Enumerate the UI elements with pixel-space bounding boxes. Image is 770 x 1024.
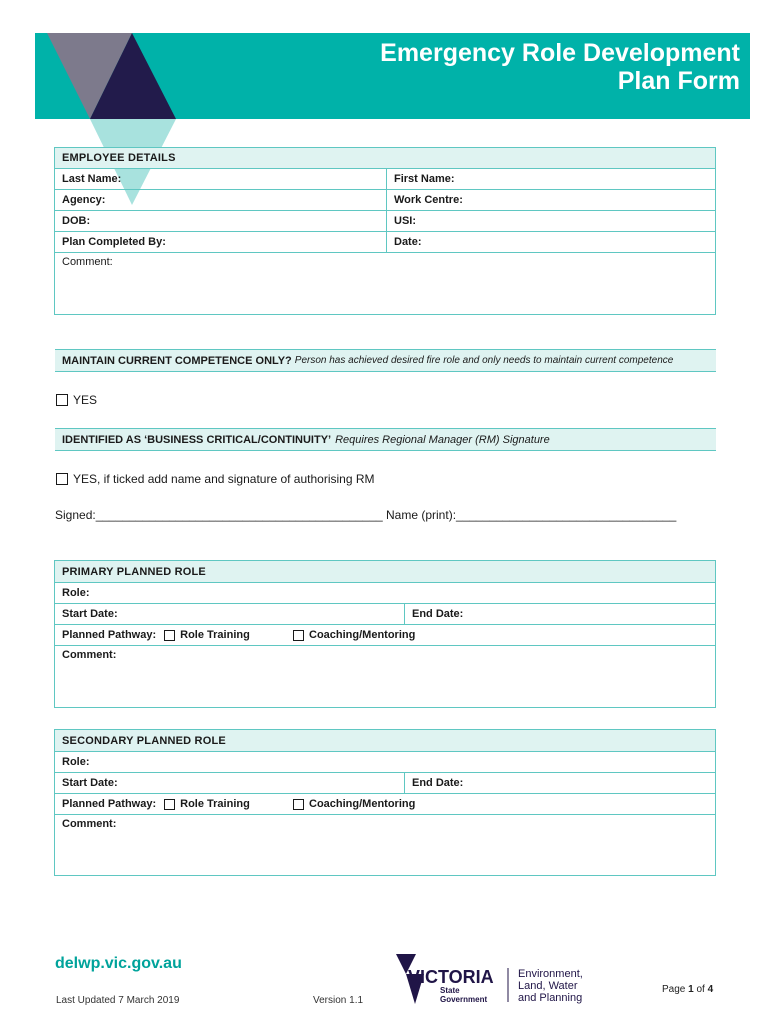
secondary-coaching-checkbox[interactable] — [293, 799, 304, 810]
secondary-start-date-label: Start Date: — [62, 777, 118, 789]
primary-role-field[interactable] — [55, 583, 715, 604]
employee-details-title: EMPLOYEE DETAILS — [62, 152, 176, 164]
secondary-dates-row — [55, 773, 715, 794]
signature-line[interactable] — [55, 507, 676, 523]
primary-coaching-option[interactable] — [293, 629, 415, 641]
primary-role-training-checkbox[interactable] — [164, 630, 175, 641]
primary-pathway-row — [55, 625, 715, 646]
employee-row-dob — [55, 211, 715, 232]
page-title-line2: Plan Form — [617, 67, 740, 95]
secondary-role-section — [54, 729, 716, 876]
critical-yes-checkbox[interactable] — [56, 473, 68, 485]
agency-label: Agency: — [62, 194, 106, 206]
primary-role-training-option[interactable] — [164, 629, 250, 641]
date-field[interactable] — [386, 232, 715, 252]
victoria-government-logo — [394, 952, 594, 1012]
first-name-field[interactable] — [386, 169, 715, 189]
primary-pathway-label: Planned Pathway: — [62, 629, 157, 641]
maintain-yes-label: YES — [73, 393, 98, 407]
signed-name-text: Signed:___________________________________________ Name (print):_________________________________ — [55, 508, 677, 522]
employee-comment-field[interactable] — [55, 253, 715, 314]
critical-yes-option[interactable] — [56, 471, 375, 487]
plan-completed-by-label: Plan Completed By: — [62, 236, 166, 248]
dept-line-3: and Planning — [518, 992, 583, 1004]
victoria-state-label: State — [440, 986, 460, 995]
maintain-yes-option[interactable] — [56, 392, 97, 408]
secondary-pathway-label: Planned Pathway: — [62, 798, 157, 810]
primary-role-label: Role: — [62, 587, 90, 599]
employee-comment-label: Comment: — [62, 256, 113, 268]
secondary-end-date-field[interactable] — [404, 773, 715, 793]
primary-role-section — [54, 560, 716, 708]
employee-row-agency — [55, 190, 715, 211]
victoria-government-label: Government — [440, 995, 488, 1004]
primary-start-date-label: Start Date: — [62, 608, 118, 620]
primary-comment-label: Comment: — [62, 649, 117, 661]
secondary-coaching-label: Coaching/Mentoring — [309, 798, 416, 810]
dob-label: DOB: — [62, 215, 91, 227]
page-current: 1 — [688, 984, 694, 995]
employee-details-heading — [55, 148, 715, 169]
primary-role-training-label: Role Training — [180, 629, 250, 641]
employee-row-completed — [55, 232, 715, 253]
dept-line-2: Land, Water — [518, 980, 578, 992]
secondary-role-training-label: Role Training — [180, 798, 250, 810]
primary-end-date-label: End Date: — [412, 608, 464, 620]
employee-row-name — [55, 169, 715, 190]
last-name-label: Last Name: — [62, 173, 122, 185]
business-critical-bar — [55, 428, 716, 451]
primary-dates-row — [55, 604, 715, 625]
secondary-end-date-label: End Date: — [412, 777, 464, 789]
page-indicator — [662, 984, 713, 995]
employee-details-section — [54, 147, 716, 315]
primary-coaching-checkbox[interactable] — [293, 630, 304, 641]
primary-role-title: PRIMARY PLANNED ROLE — [62, 565, 206, 578]
maintain-competence-bar — [55, 349, 716, 372]
page-title-line1: Emergency Role Development — [380, 39, 740, 67]
secondary-role-training-checkbox[interactable] — [164, 799, 175, 810]
primary-end-date-field[interactable] — [404, 604, 715, 624]
date-label: Date: — [394, 236, 422, 248]
page-title — [380, 39, 740, 95]
primary-coaching-label: Coaching/Mentoring — [309, 629, 416, 641]
maintain-competence-note: Person has achieved desired fire role and only needs to maintain current competence — [294, 355, 674, 366]
secondary-role-heading — [55, 730, 715, 752]
usi-field[interactable] — [386, 211, 715, 231]
page-prefix: Page — [662, 984, 689, 995]
primary-comment-field[interactable] — [55, 646, 715, 707]
secondary-role-training-option[interactable] — [164, 798, 250, 810]
secondary-role-title: SECONDARY PLANNED ROLE — [62, 734, 226, 747]
secondary-role-label: Role: — [62, 756, 90, 768]
dept-line-1: Environment, — [518, 968, 583, 980]
business-critical-heading: IDENTIFIED AS ‘BUSINESS CRITICAL/CONTINUITY’ — [62, 433, 332, 446]
usi-label: USI: — [394, 215, 416, 227]
secondary-comment-field[interactable] — [55, 815, 715, 875]
primary-role-heading — [55, 561, 715, 583]
page-of: of — [693, 984, 708, 995]
secondary-pathway-row — [55, 794, 715, 815]
secondary-role-field[interactable] — [55, 752, 715, 773]
victoria-wordmark: VICTORIA — [408, 967, 494, 987]
footer-last-updated: Last Updated 7 March 2019 — [56, 995, 180, 1006]
work-centre-field[interactable] — [386, 190, 715, 210]
secondary-coaching-option[interactable] — [293, 798, 415, 810]
maintain-yes-checkbox[interactable] — [56, 394, 68, 406]
work-centre-label: Work Centre: — [394, 194, 463, 206]
footer-website-link[interactable]: delwp.vic.gov.au — [55, 955, 182, 972]
footer-version: Version 1.1 — [313, 995, 364, 1006]
critical-yes-label: YES, if ticked add name and signature of authorising RM — [73, 472, 375, 486]
business-critical-note: Requires Regional Manager (RM) Signature — [335, 433, 550, 446]
maintain-competence-heading: MAINTAIN CURRENT COMPETENCE ONLY? — [62, 354, 292, 367]
first-name-label: First Name: — [394, 173, 455, 185]
secondary-comment-label: Comment: — [62, 818, 117, 830]
page-total: 4 — [707, 984, 714, 995]
